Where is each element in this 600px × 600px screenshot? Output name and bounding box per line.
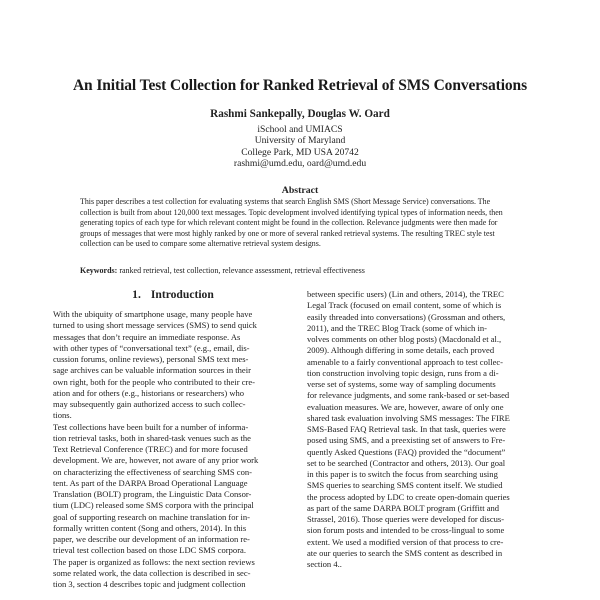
text-line: easily threaded into conversations) (Grossman and others, <box>307 311 506 322</box>
text-line: trieval test collection based on those LDC SMS corpora. <box>53 545 246 556</box>
text-line: cussion forums, online reviews), personal SMS text mes- <box>53 354 249 364</box>
text-line: Translation (BOLT) program, the Linguistic Data Consor- <box>53 489 252 499</box>
text-line: SMS-Based FAQ Retrieval task. In that task, queries were <box>307 424 506 434</box>
affiliation-line: iSchool and UMIACS <box>257 124 343 135</box>
text-line: tium (LDC) released some SMS corpora with the principal <box>53 500 254 511</box>
text-line: Test collections have been built for a number of informa- <box>53 421 249 432</box>
section-title: Introduction <box>150 288 214 301</box>
text-line: Text Retrieval Conference (TREC) and for more focused <box>53 444 248 454</box>
text-line: set to be searched (Contractor and others, 2013). Our goal <box>307 457 506 468</box>
text-line: verse set of systems, some way of sampling documents <box>307 379 496 389</box>
text-line: turned to using short message services (SMS) to send quick <box>53 320 257 331</box>
text-line: development. We are, however, not aware of any prior work <box>53 455 259 466</box>
text-line: the process adopted by LDC to create open-domain queries <box>307 491 510 502</box>
left-column-text <box>53 309 295 590</box>
text-line: tion 3, section 4 describes topic and judgment collection <box>53 579 246 589</box>
text-line: some related work, the data collection is described in sec- <box>53 567 251 578</box>
text-line: shared task evaluation involving SMS messages: The FIRE <box>307 412 510 423</box>
text-line: extent. We used a modified version of that process to cre- <box>307 536 504 547</box>
text-line: amenable to a fairly conventional approach to test collec- <box>307 356 504 367</box>
text-line: in this paper is to switch the focus from searching using <box>307 469 498 479</box>
keywords <box>80 266 520 275</box>
text-line: with other types of “conversational text” (e.g., email, dis- <box>53 342 250 353</box>
text-line: own right, both for the people who contributed to their cre- <box>53 376 255 387</box>
affiliation-line: University of Maryland <box>254 135 346 147</box>
text-line: tions. <box>53 410 72 421</box>
text-line: ate our queries to search the SMS content as described in <box>307 547 503 558</box>
text-line: sage archives can be valuable information sources in their <box>53 365 251 376</box>
keywords-text: ranked retrieval, test collection, relevance assessment, retrieval effectiveness <box>117 266 365 275</box>
text-line: paper, we describe our development of an information re- <box>53 534 250 544</box>
text-line: tion construction involving topic design, runs from a di- <box>307 367 499 378</box>
text-line: may subsequently gain authorized access to such collec- <box>53 399 246 409</box>
text-line: tent. As part of the DARPA Broad Operational Language <box>53 477 248 488</box>
text-line: messages that don’t require an immediate response. As <box>53 331 241 342</box>
right-column-text <box>307 289 547 570</box>
abstract-heading: Abstract <box>281 185 319 196</box>
section-heading-introduction <box>53 288 293 301</box>
text-line: volves comments on other blog posts) (Macdonald et al., <box>307 334 502 344</box>
text-line: Legal Track (focused on email content, some of which is <box>307 300 502 311</box>
text-line: between specific users) (Lin and others, 2014), the TREC <box>307 289 504 299</box>
text-line: quently Asked Questions (FAQ) provided the “document” <box>307 446 506 457</box>
text-line: formally written content (Song and others, 2014). In this <box>53 522 247 533</box>
text-line: Strassel, 2016). Those queries were developed for discus- <box>307 514 505 524</box>
abstract-line: collection is built from about 120,000 text messages. Topic development involved identifying typical types of information needs, then <box>80 207 503 217</box>
text-line: section 4.. <box>307 559 342 569</box>
text-line: 2011), and the TREC Blog Track (some of which in- <box>307 322 487 333</box>
text-line: for relevance judgments, and some rank-based or set-based <box>307 390 510 401</box>
text-line: posed using SMS, and a preexisting set of answers to Fre- <box>307 435 506 446</box>
text-line: The paper is organized as follows: the next section reviews <box>53 556 255 567</box>
abstract-body <box>80 197 520 250</box>
abstract-line: groups of messages that were most highly ranked by one or more of several ranked retrieval systems. The resulting TREC style test <box>80 228 495 238</box>
abstract-line: generating topics of each type for which relevant content might be found in the collection. Relevance judgments were then made for <box>80 218 498 228</box>
author-emails: rashmi@umd.edu, oard@umd.edu <box>233 158 367 170</box>
text-line: goal of supporting research on machine translation for in- <box>53 511 250 522</box>
text-line: on characterizing the effectiveness of searching SMS con- <box>53 466 252 477</box>
text-line: tion retrieval tasks, both in shared-task venues such as the <box>53 432 251 443</box>
paper-title: An Initial Test Collection for Ranked Retrieval of SMS Conversations <box>72 77 528 94</box>
text-line: With the ubiquity of smartphone usage, many people have <box>53 309 253 319</box>
text-line: evaluation measures. We are, however, aware of only one <box>307 401 504 412</box>
affiliation-line: College Park, MD USA 20742 <box>241 146 359 158</box>
text-line: SMS queries to searching SMS content itself. We studied <box>307 480 503 491</box>
section-number: 1. <box>132 288 141 301</box>
abstract-line: collection can be used to compare some alternative retrieval system designs. <box>80 239 321 249</box>
keywords-label: Keywords: <box>80 266 118 275</box>
author-names: Rashmi Sankepally, Douglas W. Oard <box>210 108 390 120</box>
text-line: as part of the same DARPA BOLT program (Griffitt and <box>307 502 500 513</box>
abstract-line: This paper describes a test collection for evaluating systems that search English SMS (Short Message Service) conversations. The <box>80 197 491 206</box>
text-line: sion forum posts and intended to be cross-lingual to some <box>307 525 505 536</box>
author-affiliation <box>0 124 600 170</box>
text-line: 2009). Although differing in some details, each proved <box>307 345 495 356</box>
text-line: ation and for others (e.g., historians or researchers) who <box>53 387 245 398</box>
